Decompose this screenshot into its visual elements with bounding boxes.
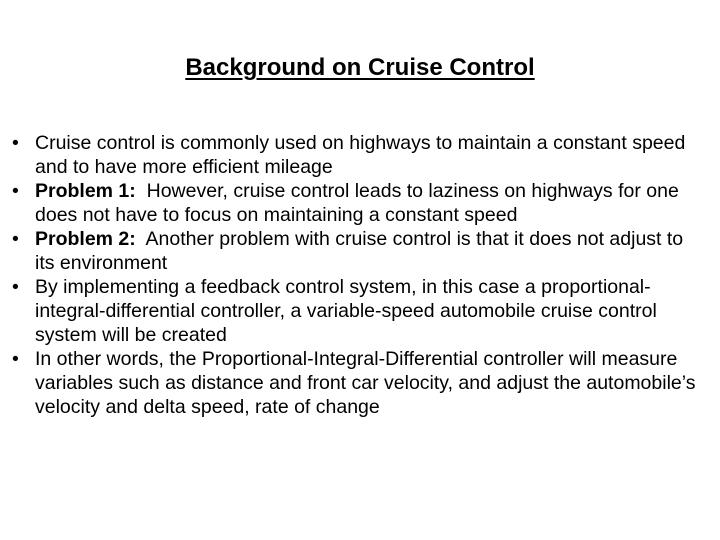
bullet-text-2 — [35, 180, 684, 226]
bullet-icon: • — [12, 180, 19, 202]
bullet-icon: • — [12, 276, 19, 298]
bullet-icon: • — [12, 132, 19, 154]
bullet-item-2 — [0, 179, 720, 227]
bullet-item-5 — [0, 347, 720, 419]
bullet-item-3 — [0, 227, 720, 275]
bullet-text-3 — [35, 228, 689, 274]
slide-title: Background on Cruise Control — [185, 54, 535, 81]
bullet-body-4: By implementing a feedback control system, in this case a proportional-integral-differential controller, a variable-speed automobile cruise control system will be created — [35, 276, 657, 346]
bullet-item-4 — [0, 275, 720, 347]
bullet-text-4 — [35, 276, 657, 346]
bullet-lead-3: Problem 2: — [35, 228, 136, 250]
bullet-body-2: However, cruise control leads to laziness on highways for one does not have to focus on maintaining a constant speed — [35, 180, 685, 226]
bullet-list — [0, 131, 720, 419]
bullet-lead-2: Problem 1: — [35, 180, 136, 202]
bullet-icon: • — [12, 228, 19, 250]
bullet-body-1: Cruise control is commonly used on highways to maintain a constant speed and to have more efficient mileage — [35, 132, 686, 178]
bullet-item-1 — [0, 131, 720, 179]
bullet-icon: • — [12, 348, 19, 370]
bullet-text-1 — [35, 132, 685, 178]
bullet-body-5: In other words, the Proportional-Integral-Differential controller will measure variables such as distance and front car velocity, and adjust the automobile’s velocity and delta speed, rate of change — [35, 348, 696, 418]
bullet-text-5 — [35, 348, 696, 418]
bullet-body-3: Another problem with cruise control is that it does not adjust to its environment — [35, 228, 689, 274]
